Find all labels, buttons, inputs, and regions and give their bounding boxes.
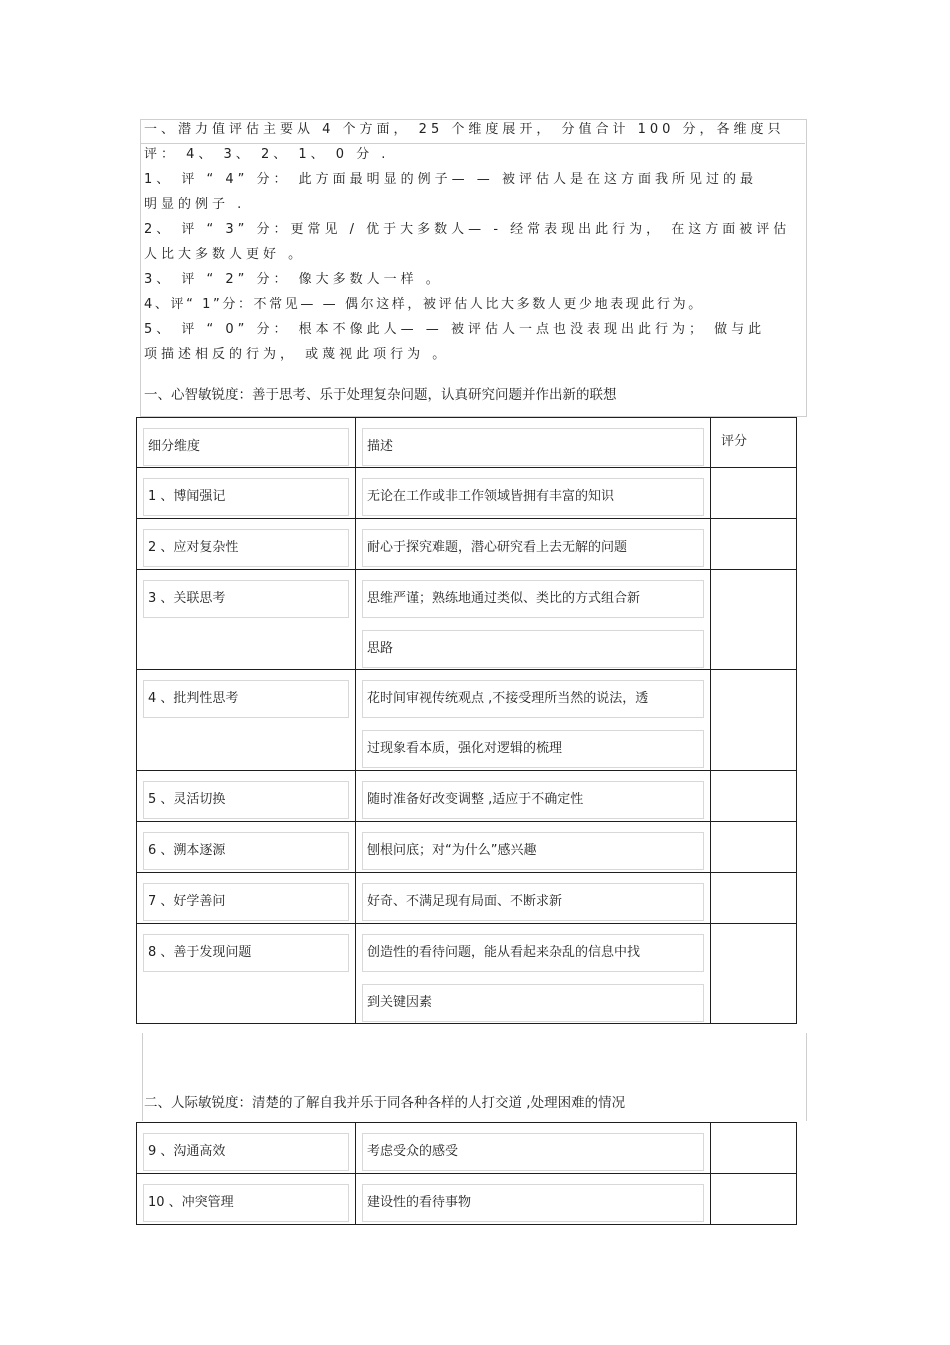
dimension-label: 8 、善于发现问题 (143, 934, 349, 972)
score-cell[interactable] (711, 468, 797, 519)
dimension-cell (137, 771, 356, 822)
dimension-label: 10 、冲突管理 (143, 1184, 349, 1222)
header-cell-description (356, 418, 711, 468)
dimension-label: 6 、溯本逐源 (143, 832, 349, 870)
table-row (137, 771, 797, 822)
intro-line: 明显的例子 . (144, 197, 246, 212)
dimension-cell (137, 924, 356, 1024)
description-text: 考虑受众的感受 (362, 1133, 704, 1171)
section1-table (136, 417, 797, 1024)
header-description: 描述 (362, 428, 704, 466)
description-text: 随时准备好改变调整 ,适应于不确定性 (362, 781, 704, 819)
description-cell (356, 873, 711, 924)
description-cell (356, 771, 711, 822)
description-text: 创造性的看待问题，能从看起来杂乱的信息中找 (362, 934, 704, 972)
score-cell[interactable] (711, 771, 797, 822)
intro-divider (140, 143, 805, 144)
dimension-cell (137, 873, 356, 924)
dimension-label: 2 、应对复杂性 (143, 529, 349, 567)
intro-line: 项描述相反的行为， 或蔑视此项行为 。 (144, 347, 450, 362)
table-row (137, 924, 797, 1024)
description-text: 花时间审视传统观点 ,不接受理所当然的说法，透 (362, 680, 704, 718)
score-cell[interactable] (711, 570, 797, 670)
intro-line: 1、 评 “ 4” 分： 此方面最明显的例子— — 被评估人是在这方面我所见过的最 (144, 172, 757, 187)
description-cell (356, 822, 711, 873)
description-cell (356, 468, 711, 519)
description-cell (356, 1174, 711, 1225)
section1-title: 一、心智敏锐度：善于思考、乐于处理复杂问题，认真研究问题并作出新的联想 (144, 387, 617, 403)
intro-line: 3、 评 “ 2” 分： 像大多数人一样 。 (144, 272, 443, 287)
table-row (137, 670, 797, 771)
description-cell (356, 519, 711, 570)
dimension-label: 7 、好学善问 (143, 883, 349, 921)
score-cell[interactable] (711, 670, 797, 771)
header-score: 评分 (721, 434, 748, 449)
section2-frame-left (142, 1033, 143, 1121)
dimension-label: 1 、博闻强记 (143, 478, 349, 516)
score-cell[interactable] (711, 924, 797, 1024)
table-row (137, 570, 797, 670)
score-cell[interactable] (711, 1123, 797, 1174)
section2-title: 二、人际敏锐度：清楚的了解自我并乐于同各种各样的人打交道 ,处理困难的情况 (144, 1095, 626, 1111)
table-row (137, 1123, 797, 1174)
description-text: 刨根问底；对“为什么”感兴趣 (362, 832, 704, 870)
description-text: 过现象看本质，强化对逻辑的梳理 (362, 730, 704, 768)
dimension-label: 9 、沟通高效 (143, 1133, 349, 1171)
intro-line: 人比大多数人更好 。 (144, 247, 306, 262)
description-text: 建设性的看待事物 (362, 1184, 704, 1222)
header-cell-dimension (137, 418, 356, 468)
description-cell (356, 924, 711, 1024)
dimension-label: 5 、灵活切换 (143, 781, 349, 819)
header-dimension: 细分维度 (143, 428, 349, 466)
intro-line: 2、 评 “ 3” 分：更常见 / 优于大多数人— - 经常表现出此行为， 在这方面被评估 (144, 222, 791, 237)
dimension-cell (137, 822, 356, 873)
intro-line: 4、评“ 1”分：不常见— — 偶尔这样，被评估人比大多数人更少地表现此行为。 (144, 297, 704, 312)
dimension-label: 4 、批判性思考 (143, 680, 349, 718)
dimension-cell (137, 670, 356, 771)
description-text: 思路 (362, 630, 704, 668)
score-cell[interactable] (711, 519, 797, 570)
dimension-cell (137, 1123, 356, 1174)
dimension-cell (137, 468, 356, 519)
description-text: 耐心于探究难题，潜心研究看上去无解的问题 (362, 529, 704, 567)
section2-table (136, 1122, 797, 1225)
dimension-cell (137, 1174, 356, 1225)
header-cell-score (711, 418, 797, 468)
score-cell[interactable] (711, 1174, 797, 1225)
dimension-cell (137, 570, 356, 670)
table-row (137, 1174, 797, 1225)
table-row (137, 519, 797, 570)
description-cell (356, 670, 711, 771)
dimension-label: 3 、关联思考 (143, 580, 349, 618)
description-cell (356, 570, 711, 670)
table-row (137, 822, 797, 873)
intro-line: 评： 4、 3、 2、 1、 0 分 . (144, 147, 390, 162)
description-text: 思维严谨；熟练地通过类似、类比的方式组合新 (362, 580, 704, 618)
score-cell[interactable] (711, 822, 797, 873)
description-text: 好奇、不满足现有局面、不断求新 (362, 883, 704, 921)
intro-line: 一、潜力值评估主要从 4 个方面， 25 个维度展开， 分值合计 100 分，各维度只 (144, 122, 785, 137)
description-cell (356, 1123, 711, 1174)
description-text: 到关键因素 (362, 984, 704, 1022)
table-row (137, 873, 797, 924)
description-text: 无论在工作或非工作领域皆拥有丰富的知识 (362, 478, 704, 516)
section2-frame-right (806, 1033, 807, 1121)
table-header-row (137, 418, 797, 468)
dimension-cell (137, 519, 356, 570)
table-row (137, 468, 797, 519)
score-cell[interactable] (711, 873, 797, 924)
intro-line: 5、 评 “ 0” 分： 根本不像此人— — 被评估人一点也没表现出此行为； 做与此 (144, 322, 766, 337)
